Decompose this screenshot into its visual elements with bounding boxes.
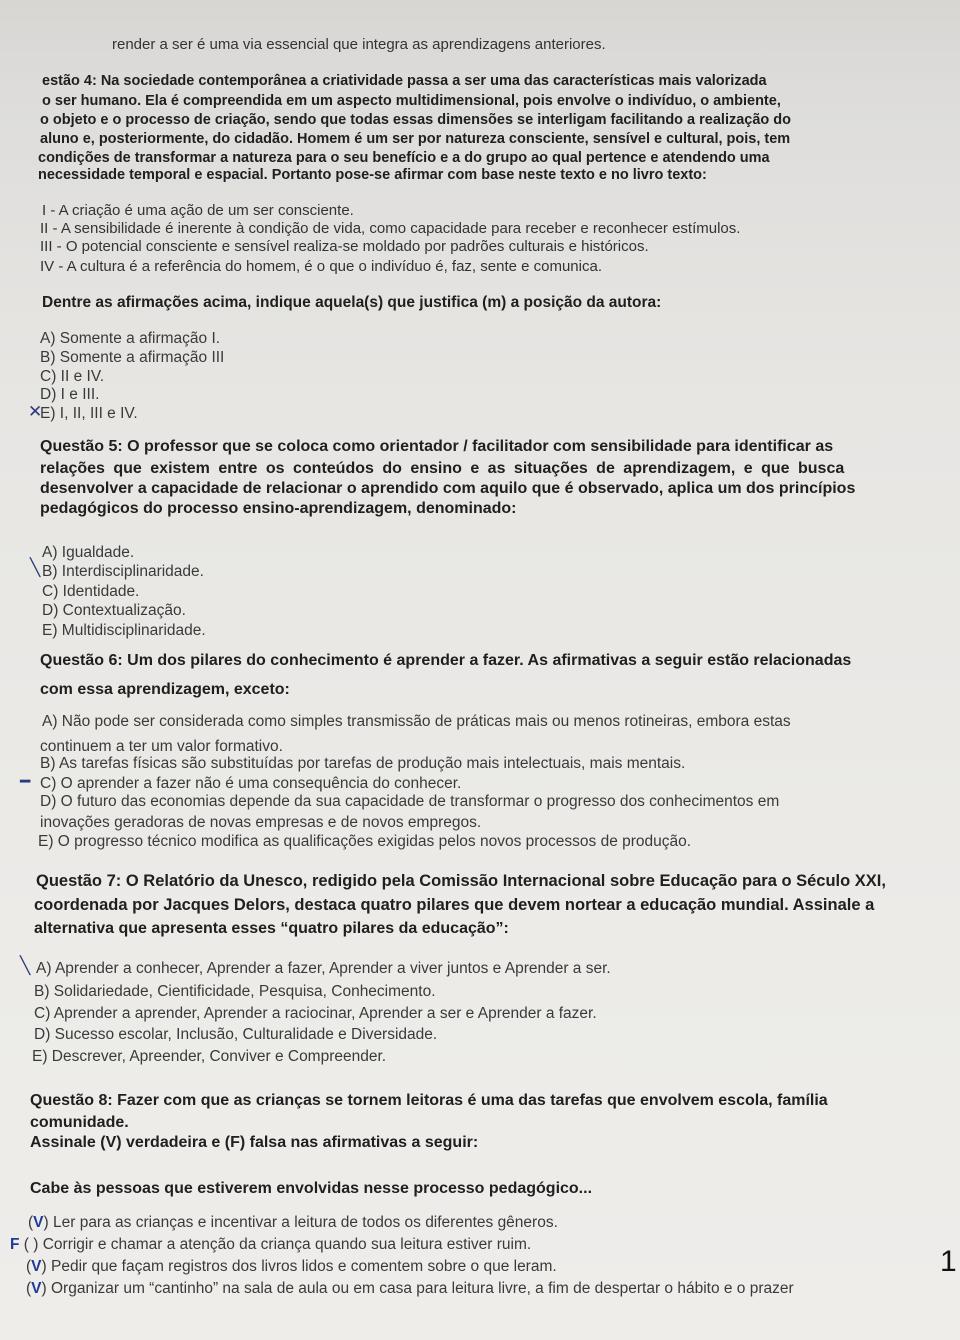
q8-item-text: ) Pedir que façam registros dos livros lidos e comentem sobre o que leram. (41, 1258, 557, 1275)
q4-statement: I - A criação é uma ação de um ser consciente. (42, 202, 354, 219)
pen-check-mark-icon: ╲ (20, 956, 31, 975)
q5-line: desenvolver a capacidade de relacionar o aprendido com aquilo que é observado, aplica um dos princípios (40, 480, 856, 497)
q4-option-d[interactable]: D) I e III. (40, 386, 100, 403)
q5-option-b[interactable]: B) Interdisciplinaridade. (42, 563, 204, 580)
q5-option-e[interactable]: E) Multidisciplinaridade. (42, 622, 206, 639)
q6-option-d-cont: inovações geradoras de novas empresas e de novos empregos. (40, 814, 482, 831)
q6-option-c[interactable]: C) O aprender a fazer não é uma consequência do conhecer. (40, 775, 462, 792)
q7-line: coordenada por Jacques Delors, destaca quatro pilares que devem nortear a educação mundial. Assinale a (34, 896, 875, 914)
pen-cross-mark-icon: ✕ (28, 402, 43, 421)
q8-item[interactable]: F ( ) Corrigir e chamar a atenção da criança quando sua leitura estiver ruim. (10, 1236, 532, 1253)
page-number-fragment: 1 (940, 1245, 957, 1278)
q5-option-a[interactable]: A) Igualdade. (42, 544, 135, 561)
q4-option-c[interactable]: C) II e IV. (40, 368, 105, 385)
q4-statement: II - A sensibilidade é inerente à condição de vida, como capacidade para receber e reconhecer estímulos. (40, 220, 741, 237)
q4-line: necessidade temporal e espacial. Portanto pose-se afirmar com base neste texto e no livro texto: (38, 167, 707, 183)
q8-answer-mark: V (33, 1214, 44, 1231)
q8-item[interactable]: (V) Organizar um “cantinho” na sala de aula ou em casa para leitura livre, a fim de despertar o hábito e o prazer (26, 1280, 794, 1297)
q6-option-a[interactable]: A) Não pode ser considerada como simples transmissão de práticas mais ou menos rotineiras, embora estas (42, 713, 791, 730)
pen-check-mark-icon: ╲ (30, 558, 41, 577)
q8-line: Assinale (V) verdadeira e (F) falsa nas afirmativas a seguir: (30, 1134, 479, 1151)
q4-option-a[interactable]: A) Somente a afirmação I. (40, 330, 221, 347)
q6-option-a-cont: continuem a ter um valor formativo. (40, 738, 283, 755)
q8-item[interactable]: (V) Pedir que façam registros dos livros lidos e comentem sobre o que leram. (26, 1258, 557, 1275)
q5-line: Questão 5: O professor que se coloca como orientador / facilitador com sensibilidade para identificar as (40, 438, 834, 455)
q8-lead: Cabe às pessoas que estiverem envolvidas nesse processo pedagógico... (30, 1180, 593, 1197)
q8-item[interactable]: (V) Ler para as crianças e incentivar a leitura de todos os diferentes gêneros. (28, 1214, 558, 1231)
q8-line: comunidade. (30, 1114, 129, 1131)
q7-option-c[interactable]: C) Aprender a aprender, Aprender a raciocinar, Aprender a ser e Aprender a fazer. (34, 1005, 597, 1022)
pen-check-mark-icon: ━ (20, 772, 31, 791)
q8-item-text: ) Corrigir e chamar a atenção da criança quando sua leitura estiver ruim. (33, 1236, 532, 1253)
q4-line: o ser humano. Ela é compreendida em um aspecto multidimensional, pois envolve o indivíduo, o ambiente, (42, 93, 781, 109)
q5-line: pedagógicos do processo ensino-aprendizagem, denominado: (40, 500, 517, 517)
q7-option-e[interactable]: E) Descrever, Apreender, Conviver e Compreender. (32, 1048, 387, 1065)
q5-option-c[interactable]: C) Identidade. (42, 583, 140, 600)
q7-line: alternativa que apresenta esses “quatro pilares da educação”: (34, 920, 509, 937)
q4-option-b[interactable]: B) Somente a afirmação III (40, 349, 225, 366)
q4-line: condições de transformar a natureza para o seu benefício e a do grupo ao qual pertence e atendendo uma (38, 150, 770, 166)
q4-line: o objeto e o processo de criação, sendo que todas essas dimensões se interligam facilitando a realização do (40, 112, 792, 128)
q4-statement: IV - A cultura é a referência do homem, é o que o indivíduo é, faz, sente e comunica. (40, 258, 602, 275)
q8-item-text: ) Ler para as crianças e incentivar a leitura de todos os diferentes gêneros. (43, 1214, 558, 1231)
q4-line: estão 4: Na sociedade contemporânea a criatividade passa a ser uma das características mais valorizada (42, 73, 767, 89)
intro-line: render a ser é uma via essencial que integra as aprendizagens anteriores. (112, 36, 606, 53)
q6-line: Questão 6: Um dos pilares do conhecimento é aprender a fazer. As afirmativas a seguir estão relacionadas (40, 652, 852, 669)
q4-line: aluno e, posteriormente, do cidadão. Homem é um ser por natureza consciente, sensível e cultural, pois, tem (40, 131, 791, 147)
q7-option-a[interactable]: A) Aprender a conhecer, Aprender a fazer, Aprender a viver juntos e Aprender a ser. (36, 960, 611, 977)
q7-option-d[interactable]: D) Sucesso escolar, Inclusão, Culturalidade e Diversidade. (34, 1026, 438, 1043)
q4-option-e[interactable]: E) I, II, III e IV. (40, 405, 138, 422)
q8-answer-mark: V (31, 1280, 42, 1297)
q4-statement: III - O potencial consciente e sensível realiza-se moldado por padrões culturais e históricos. (40, 238, 649, 255)
q8-item-text: ) Organizar um “cantinho” na sala de aula ou em casa para leitura livre, a fim de despertar o hábito e o prazer (41, 1280, 794, 1297)
q5-line: relações que existem entre os conteúdos do ensino e as situações de aprendizagem, e que busca (40, 460, 845, 477)
q8-answer-mark: F (10, 1236, 20, 1253)
q6-line: com essa aprendizagem, exceto: (40, 681, 290, 698)
q6-option-b[interactable]: B) As tarefas físicas são substituídas por tarefas de produção mais intelectuais, mais mentais. (40, 755, 686, 772)
q7-line: Questão 7: O Relatório da Unesco, redigido pela Comissão Internacional sobre Educação para o Século XXI, (36, 872, 886, 890)
q6-option-e[interactable]: E) O progresso técnico modifica as qualificações exigidas pelos novos processos de produção. (38, 833, 692, 850)
q8-answer-mark: V (31, 1258, 42, 1275)
q7-option-b[interactable]: B) Solidariedade, Cientificidade, Pesquisa, Conhecimento. (34, 983, 436, 1000)
q5-option-d[interactable]: D) Contextualização. (42, 602, 186, 619)
q6-option-d[interactable]: D) O futuro das economias depende da sua capacidade de transformar o progresso dos conhecimentos em (40, 793, 780, 810)
q4-prompt: Dentre as afirmações acima, indique aquela(s) que justifica (m) a posição da autora: (42, 294, 662, 311)
q8-line: Questão 8: Fazer com que as crianças se tornem leitoras é uma das tarefas que envolvem escola, família (30, 1092, 828, 1109)
